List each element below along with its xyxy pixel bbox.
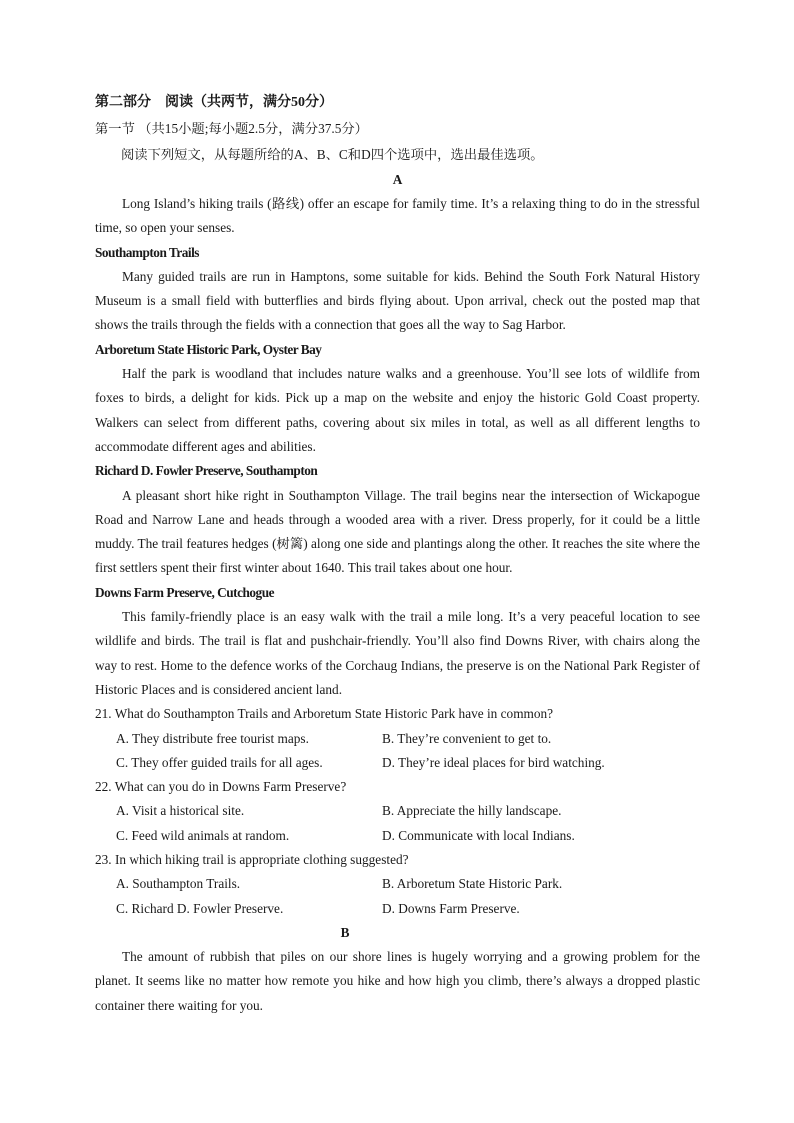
option: A. Visit a historical site.	[116, 803, 245, 819]
trail-description: Half the park is woodland that includes nature walks and a greenhouse. You’ll see lots of wildlife from foxes to birds, a delight for kids. Pick up a map on the website and enjoy the historic Gold Coast property. Walkers can select from different paths, covering about six miles in total, as well as all different lengths to accommodate different ages and abilities.	[95, 366, 700, 454]
trail-heading: Richard D. Fowler Preserve, Southampton	[95, 463, 318, 479]
trail-description: A pleasant short hike right in Southampton Village. The trail begins near the intersection of Wickapogue Road and Narrow Lane and heads through a wooded area with a river. Dress properly, for it could be a little muddy. The trail features hedges (树篱) along one side and plantings along the other. It reaches the site where the first settlers spent their first winter about 1640. This trail takes about one hour.	[95, 487, 700, 576]
instruction: 阅读下列短文，从每题所给的A、B、C和D四个选项中，选出最佳选项。	[121, 147, 544, 162]
question-stem: 22. What can you do in Downs Farm Preserve?	[95, 779, 347, 795]
trail-heading: Southampton Trails	[95, 244, 199, 260]
passage-a-label: A	[392, 172, 403, 187]
question-stem: 21. What do Southampton Trails and Arboretum State Historic Park have in common?	[95, 706, 554, 722]
option-row	[95, 824, 700, 848]
option-row	[95, 751, 700, 775]
option: A. Southampton Trails.	[116, 876, 241, 892]
option: D. Downs Farm Preserve.	[382, 900, 520, 916]
option-row	[95, 727, 700, 751]
trail-heading: Downs Farm Preserve, Cutchogue	[95, 584, 274, 600]
option: A. They distribute free tourist maps.	[116, 730, 309, 746]
passage-b-label: B	[340, 924, 350, 940]
option-row	[95, 799, 700, 823]
question-stem: 23. In which hiking trail is appropriate clothing suggested?	[95, 852, 409, 868]
option-row	[95, 872, 700, 896]
option: B. Arboretum State Historic Park.	[382, 876, 563, 892]
option-row	[95, 897, 700, 921]
trail-heading: Arboretum State Historic Park, Oyster Bay	[95, 341, 322, 357]
option: D. Communicate with local Indians.	[382, 827, 575, 843]
trail-description: Many guided trails are run in Hamptons, some suitable for kids. Behind the South Fork Natural History Museum is a small field with butterflies and birds flying about. Upon arrival, check out the posted map that shows the trails through the fields with a connection that goes all the way to Sag Harbor.	[95, 268, 700, 333]
option: C. They offer guided trails for all ages.	[116, 754, 323, 770]
section-title: 第一节 （共15小题;每小题2.5分，满分37.5分）	[95, 121, 368, 136]
option: B. Appreciate the hilly landscape.	[382, 803, 562, 819]
option: B. They’re convenient to get to.	[382, 730, 552, 746]
passage-a-intro: Long Island’s hiking trails (路线) offer an escape for family time. It’s a relaxing thing to do in the stressful time, so open your senses.	[95, 196, 700, 236]
option: C. Feed wild animals at random.	[116, 827, 290, 843]
exam-page	[95, 90, 700, 1018]
option: C. Richard D. Fowler Preserve.	[116, 900, 284, 916]
option: D. They’re ideal places for bird watching.	[382, 754, 605, 770]
part-title: 第二部分 阅读（共两节，满分50分）	[95, 95, 333, 110]
trail-description: This family-friendly place is an easy walk with the trail a mile long. It’s a very peaceful location to see wildlife and birds. The trail is flat and pushchair-friendly. You’ll also find Downs River, with chairs along the way to rest. Home to the defence works of the Corchaug Indians, the preserve is on the National Park Register of Historic Places and is considered ancient land.	[95, 609, 700, 697]
passage-b-text: The amount of rubbish that piles on our shore lines is hugely worrying and a growing problem for the planet. It seems like no matter how remote you hike and how high you climb, there’s always a dropped plastic container there waiting for you.	[95, 948, 700, 1013]
